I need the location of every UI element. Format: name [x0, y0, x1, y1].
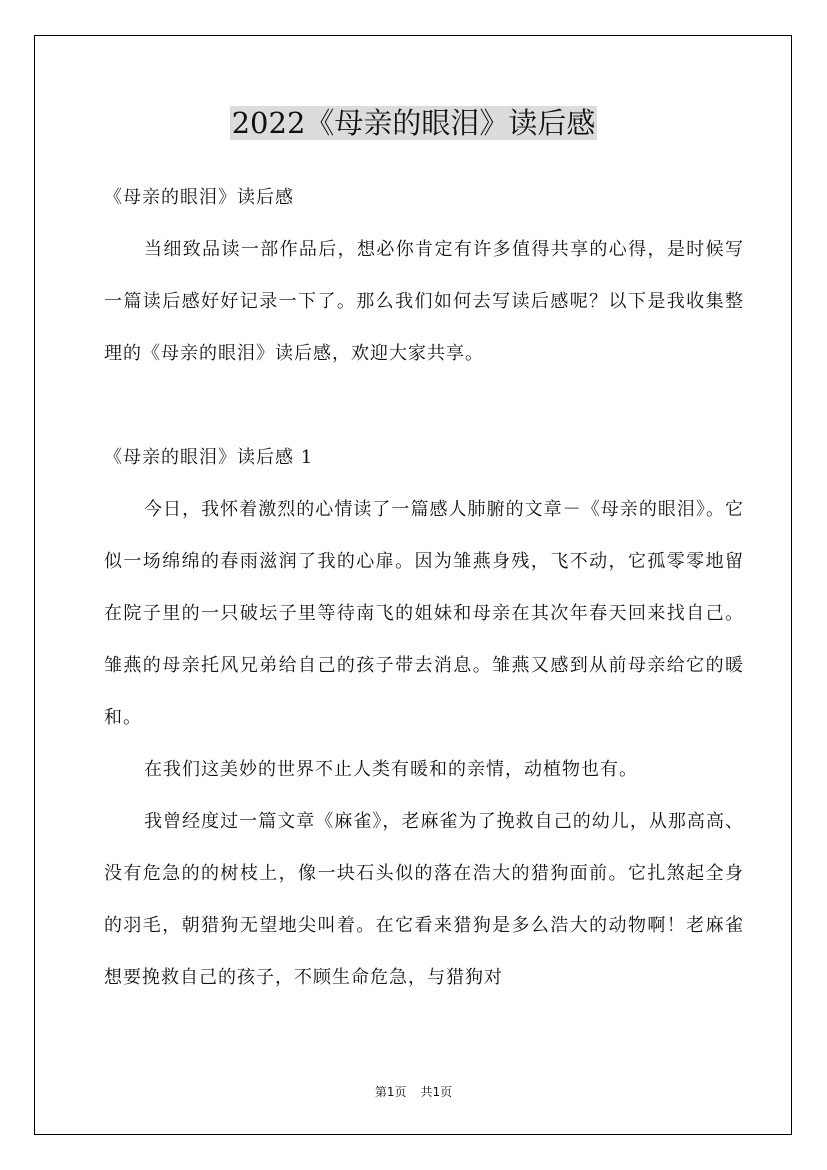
page-total: 共1页 — [420, 1085, 453, 1099]
document-title-text: 2022《母亲的眼泪》读后感 — [231, 106, 596, 140]
body-paragraph-3: 我曾经度过一篇文章《麻雀》，老麻雀为了挽救自己的幼儿，从那高高、没有危急的的树枝上，像一块石头似的落在浩大的猎狗面前。它扎煞起全身的羽毛，朝猎狗无望地尖叫着。在它看来猎狗是多么浩大的动物啊！老麻雀想要挽救自己的孩子，不顾生命危急，与猎狗对 — [104, 811, 744, 988]
page-number: 第1页 — [374, 1085, 407, 1099]
page-footer — [0, 1083, 827, 1101]
section-heading: 《母亲的眼泪》读后感 1 — [104, 447, 314, 468]
body-paragraph-1: 今日，我怀着激烈的心情读了一篇感人肺腑的文章－《母亲的眼泪》。它似一场绵绵的春雨滋润了我的心扉。因为雏燕身残，飞不动，它孤零零地留在院子里的一只破坛子里等待南飞的姐妹和母亲在其次年春天回来找自己。雏燕的母亲托风兄弟给自己的孩子带去消息。雏燕又感到从前母亲给它的暖和。 — [104, 499, 744, 728]
document-body — [104, 172, 744, 1004]
intro-paragraph: 当细致品读一部作品后，想必你肯定有许多值得共享的心得，是时候写一篇读后感好好记录一下了。那么我们如何去写读后感呢？以下是我收集整理的《母亲的眼泪》读后感，欢迎大家共享。 — [104, 239, 744, 364]
document-title — [0, 102, 827, 144]
section-spacer — [104, 380, 744, 432]
body-paragraph-2: 在我们这美妙的世界不止人类有暖和的亲情，动植物也有。 — [144, 759, 638, 780]
document-subtitle: 《母亲的眼泪》读后感 — [104, 187, 294, 208]
